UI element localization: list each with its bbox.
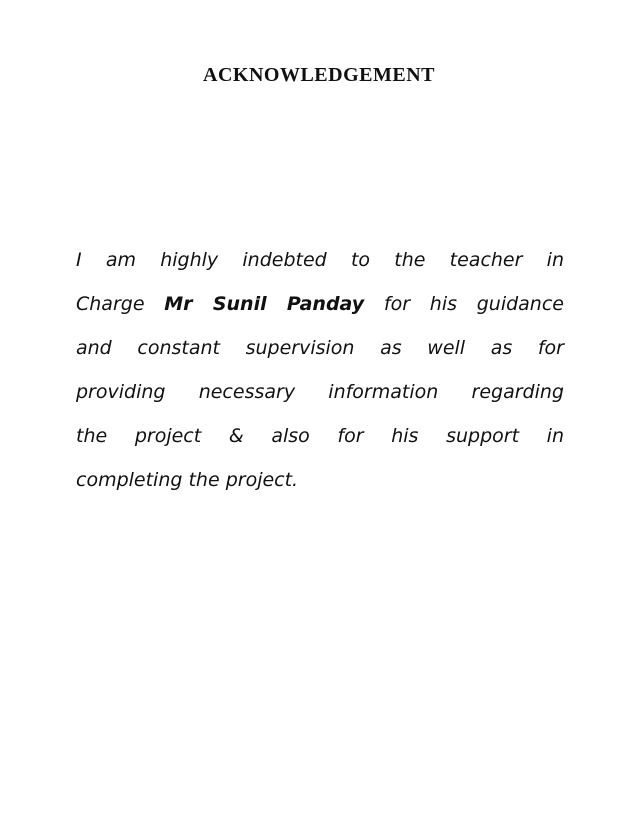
paragraph-line: I am highly indebted to the teacher in <box>76 249 564 271</box>
acknowledgement-paragraph <box>76 238 564 502</box>
paragraph-line <box>76 282 564 326</box>
paragraph-line: and constant supervision as well as for <box>76 337 564 359</box>
page-title: ACKNOWLEDGEMENT <box>203 64 435 86</box>
paragraph-line: completing the project. <box>76 469 299 491</box>
charge-text: Charge <box>76 293 145 315</box>
teacher-name: Mr Sunil Panday <box>164 293 365 315</box>
paragraph-line: providing necessary information regarding <box>76 381 564 403</box>
paragraph-line: the project & also for his support in <box>76 425 564 447</box>
guidance-text: for his guidance <box>383 293 564 315</box>
